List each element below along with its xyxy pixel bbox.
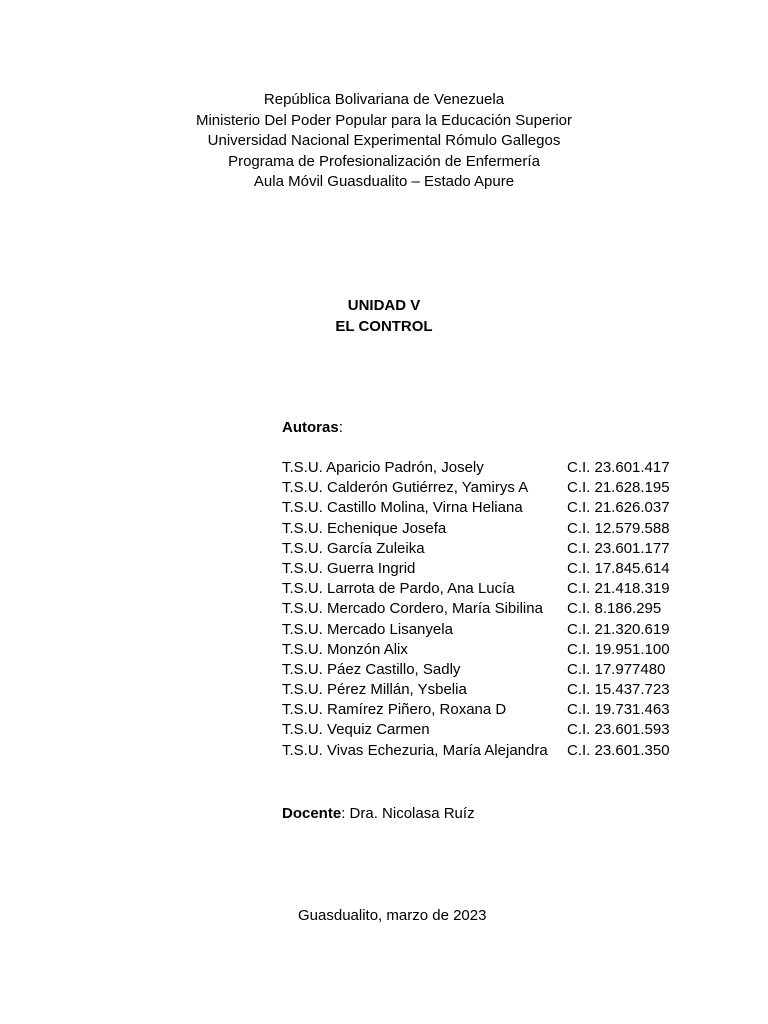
author-name: T.S.U. Mercado Lisanyela <box>282 620 453 638</box>
author-list <box>282 458 702 761</box>
author-name: T.S.U. Calderón Gutiérrez, Yamirys A <box>282 479 529 497</box>
author-id-number: C.I. 17.845.614 <box>567 559 670 577</box>
author-row <box>282 741 702 761</box>
author-name: T.S.U. Monzón Alix <box>282 640 408 658</box>
document-title <box>0 295 768 337</box>
author-row <box>282 458 702 478</box>
author-row <box>282 599 702 619</box>
author-id-number: C.I. 23.601.417 <box>567 459 670 476</box>
author-name: T.S.U. Ramírez Piñero, Roxana D <box>282 701 507 719</box>
author-name: T.S.U. Guerra Ingrid <box>282 559 416 577</box>
author-row <box>282 478 702 498</box>
author-row <box>282 700 702 720</box>
author-name: T.S.U. Larrota de Pardo, Ana Lucía <box>282 580 515 598</box>
author-name: T.S.U. Castillo Molina, Virna Heliana <box>282 499 523 517</box>
authors-label: Autoras <box>282 419 339 436</box>
author-row <box>282 498 702 518</box>
author-row <box>282 660 702 680</box>
header-line-program: Programa de Profesionalización de Enfermería <box>228 152 540 170</box>
author-id-number: C.I. 21.626.037 <box>567 499 670 517</box>
topic-title: EL CONTROL <box>335 318 433 335</box>
author-row <box>282 559 702 579</box>
author-name: T.S.U. Echenique Josefa <box>282 519 447 537</box>
author-id-number: C.I. 23.601.350 <box>567 741 670 759</box>
header-line-university: Universidad Nacional Experimental Rómulo Gallegos <box>207 132 561 149</box>
teacher-line <box>282 804 475 824</box>
institution-header <box>0 90 768 193</box>
authors-section <box>282 418 702 761</box>
author-name: T.S.U. Vivas Echezuria, María Alejandra <box>282 741 548 759</box>
author-name: T.S.U. Vequiz Carmen <box>282 721 430 739</box>
teacher-name: Dra. Nicolasa Ruíz <box>349 805 475 822</box>
author-id-number: C.I. 23.601.177 <box>567 539 670 557</box>
author-id-number: C.I. 21.320.619 <box>567 620 670 638</box>
authors-separator: : <box>338 419 343 436</box>
author-name: T.S.U. Aparicio Padrón, Josely <box>282 459 484 476</box>
place-date: Guasdualito, marzo de 2023 <box>298 907 487 924</box>
author-row <box>282 579 702 599</box>
author-name: T.S.U. Mercado Cordero, María Sibilina <box>282 600 543 618</box>
author-row <box>282 640 702 660</box>
header-line-country: República Bolivariana de Venezuela <box>263 91 505 108</box>
author-row <box>282 539 702 559</box>
authors-heading <box>282 418 702 438</box>
author-name: T.S.U. Pérez Millán, Ysbelia <box>282 681 467 699</box>
author-id-number: C.I. 8.186.295 <box>567 600 662 618</box>
author-id-number: C.I. 21.418.319 <box>567 580 670 598</box>
author-id-number: C.I. 19.731.463 <box>567 701 670 719</box>
author-row <box>282 680 702 700</box>
header-line-ministry: Ministerio Del Poder Popular para la Educación Superior <box>195 111 573 129</box>
header-line-location: Aula Móvil Guasdualito – Estado Apure <box>253 173 515 190</box>
author-id-number: C.I. 15.437.723 <box>567 681 670 699</box>
author-id-number: C.I. 19.951.100 <box>567 640 670 658</box>
unit-title: UNIDAD V <box>347 297 421 314</box>
teacher-separator: : <box>341 805 350 822</box>
author-row <box>282 519 702 539</box>
teacher-label: Docente <box>282 805 342 822</box>
author-row <box>282 720 702 740</box>
author-id-number: C.I. 21.628.195 <box>567 479 670 497</box>
author-row <box>282 620 702 640</box>
author-name: T.S.U. García Zuleika <box>282 539 425 557</box>
author-id-number: C.I. 12.579.588 <box>567 519 670 537</box>
author-id-number: C.I. 17.977480 <box>567 660 666 678</box>
author-id-number: C.I. 23.601.593 <box>567 721 670 739</box>
author-name: T.S.U. Páez Castillo, Sadly <box>282 660 461 678</box>
